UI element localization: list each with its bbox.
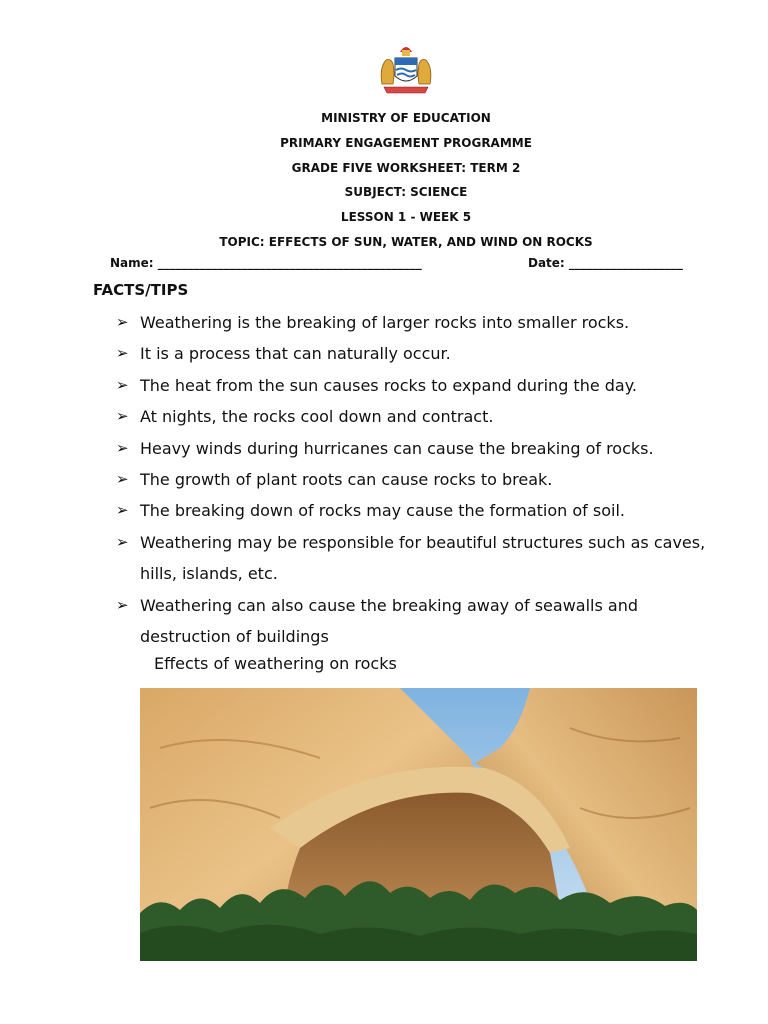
lesson-title: LESSON 1 - WEEK 5 [340, 210, 472, 225]
list-item: ➢ Heavy winds during hurricanes can cause the breaking of rocks. [116, 433, 716, 464]
worksheet-title: GRADE FIVE WORKSHEET: TERM 2 [291, 160, 521, 175]
arrow-bullet-icon: ➢ [116, 313, 129, 331]
subject-title: SUBJECT: SCIENCE [344, 185, 468, 200]
arrow-bullet-icon: ➢ [116, 501, 129, 520]
list-item: ➢ The growth of plant roots can cause rocks to break. [116, 464, 716, 495]
list-item: ➢ Weathering may be responsible for beautiful structures such as caves, hills, islands, etc. [116, 527, 716, 590]
arrow-bullet-icon: ➢ [116, 532, 129, 551]
list-item: ➢ Weathering is the breaking of larger rocks into smaller rocks. [116, 307, 716, 338]
arrow-bullet-icon: ➢ [116, 375, 129, 394]
list-item: ➢ The breaking down of rocks may cause the formation of soil. [116, 495, 716, 526]
coat-of-arms-logo [376, 40, 436, 98]
worksheet-header [0, 106, 768, 255]
list-item: ➢ The heat from the sun causes rocks to expand during the day. [116, 370, 716, 401]
arrow-bullet-icon: ➢ [116, 595, 129, 614]
name-date-row [110, 256, 710, 270]
list-item: ➢ Weathering can also cause the breaking away of seawalls and destruction of buildings [116, 590, 716, 653]
facts-title: FACTS/TIPS [93, 281, 189, 299]
arrow-bullet-icon: ➢ [116, 438, 129, 457]
date-field[interactable]: Date: ___________________ [528, 256, 683, 270]
name-field[interactable]: Name: ____________________________________________ [110, 256, 422, 270]
list-item: ➢ It is a process that can naturally occur. [116, 338, 716, 369]
figure-caption: Effects of weathering on rocks [154, 654, 397, 673]
arrow-bullet-icon: ➢ [116, 470, 129, 489]
programme-title: PRIMARY ENGAGEMENT PROGRAMME [280, 135, 532, 150]
ministry-title: MINISTRY OF EDUCATION [321, 111, 491, 125]
rock-arch-photo [140, 688, 697, 961]
arrow-bullet-icon: ➢ [116, 407, 129, 426]
arrow-bullet-icon: ➢ [116, 344, 129, 363]
facts-list [116, 307, 716, 652]
list-item: ➢ At nights, the rocks cool down and contract. [116, 401, 716, 432]
topic-title: TOPIC: EFFECTS OF SUN, WATER, AND WIND ON ROCKS [219, 234, 593, 249]
